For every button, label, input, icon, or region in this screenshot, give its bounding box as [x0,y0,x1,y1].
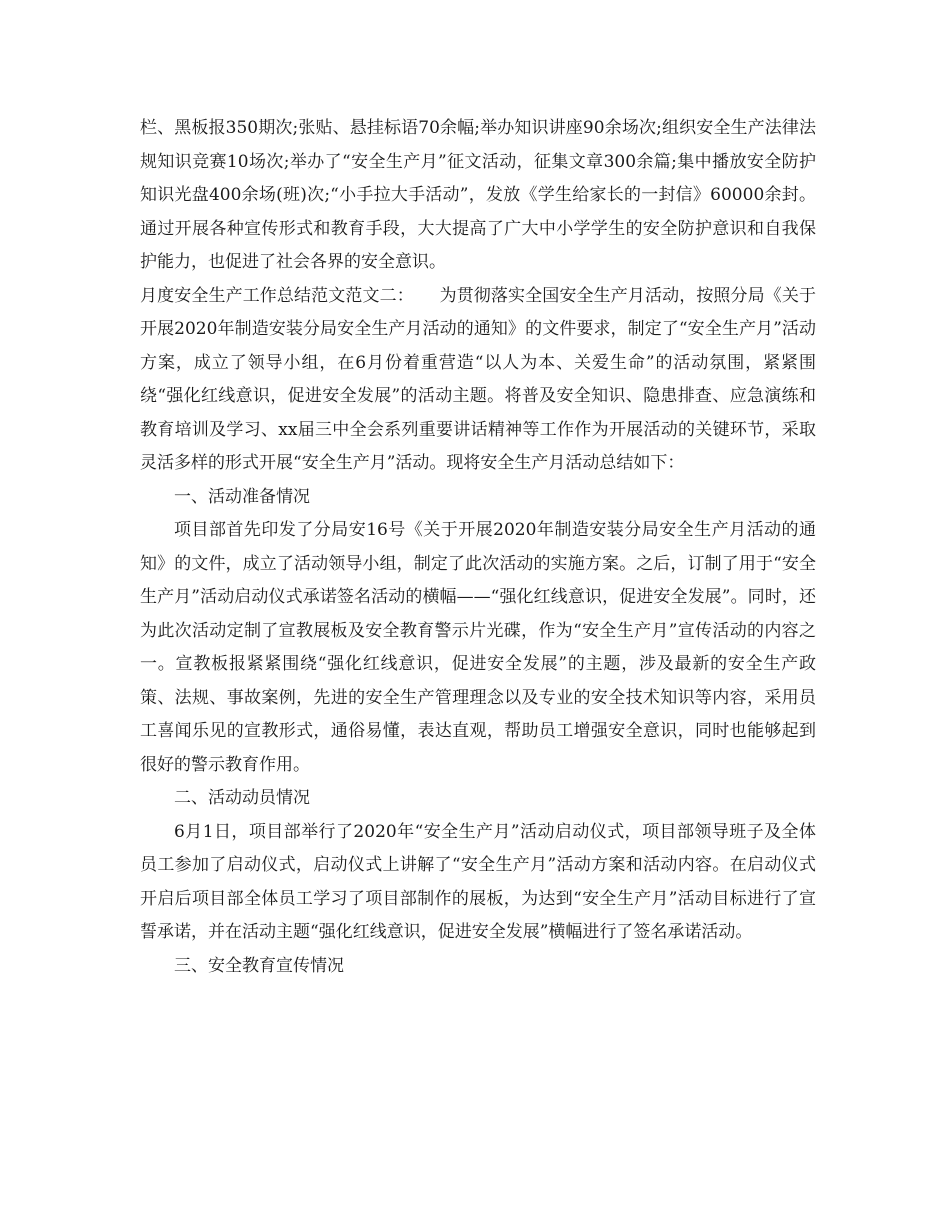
section-heading-education: 三、安全教育宣传情况 [174,955,344,976]
paragraph-sample-two-intro: 月度安全生产工作总结范文范文二： 为贯彻落实全国安全生产月活动，按照分局《关于开展2020年制造安装分局安全生产月活动的通知》的文件要求，制定了“安全生产月”活动方案，成立了领导小组，在6月份着重营造“以人为本、关爱生命”的活动氛围，紧紧围绕“强化红线意识，促进安全发展”的活动主题。将普及安全知识、隐患排查、应急演练和教育培训及学习、xx届三中全会系列重要讲话精神等工作作为开展活动的关键环节，采取灵活多样的形式开展“安全生产月”活动。现将安全生产月活动总结如下： [140,285,816,473]
section-heading-mobilization: 二、活动动员情况 [174,788,310,808]
document-body [140,112,816,983]
paragraph-preparation: 项目部首先印发了分局安16号《关于开展2020年制造安装分局安全生产月活动的通知》的文件，成立了活动领导小组，制定了此次活动的实施方案。之后，订制了用于“安全生产月”活动启动仪式承诺签名活动的横幅——“强化红线意识，促进安全发展”。同时，还为此次活动定制了宣教展板及安全教育警示片光碟，作为“安全生产月”宣传活动的内容之一。宣教板报紧紧围绕“强化红线意识，促进安全发展”的主题，涉及最新的安全生产政策、法规、事故案例，先进的安全生产管理理念以及专业的安全技术知识等内容，采用员工喜闻乐见的宣教形式，通俗易懂，表达直观，帮助员工增强安全意识，同时也能够起到很好的警示教育作用。 [140,520,816,775]
paragraph-mobilization: 6月1日，项目部举行了2020年“安全生产月”活动启动仪式，项目部领导班子及全体员工参加了启动仪式，启动仪式上讲解了“安全生产月”活动方案和活动内容。在启动仪式开启后项目部全体员工学习了项目部制作的展板，为达到“安全生产月”活动目标进行了宣誓承诺，并在活动主题“强化红线意识，促进安全发展”横幅进行了签名承诺活动。 [140,821,816,942]
section-heading-preparation: 一、活动准备情况 [174,486,310,507]
paragraph-publicity-stats: 栏、黑板报350期次;张贴、悬挂标语70余幅;举办知识讲座90余场次;组织安全生产法律法规知识竞赛10场次;举办了“安全生产月”征文活动，征集文章300余篇;集中播放安全防护知识光盘400余场(班)次;“小手拉大手活动”，发放《学生给家长的一封信》60000余封。通过开展各种宣传形式和教育手段，大大提高了广大中小学学生的安全防护意识和自我保护能力，也促进了社会各界的安全意识。 [140,118,816,272]
